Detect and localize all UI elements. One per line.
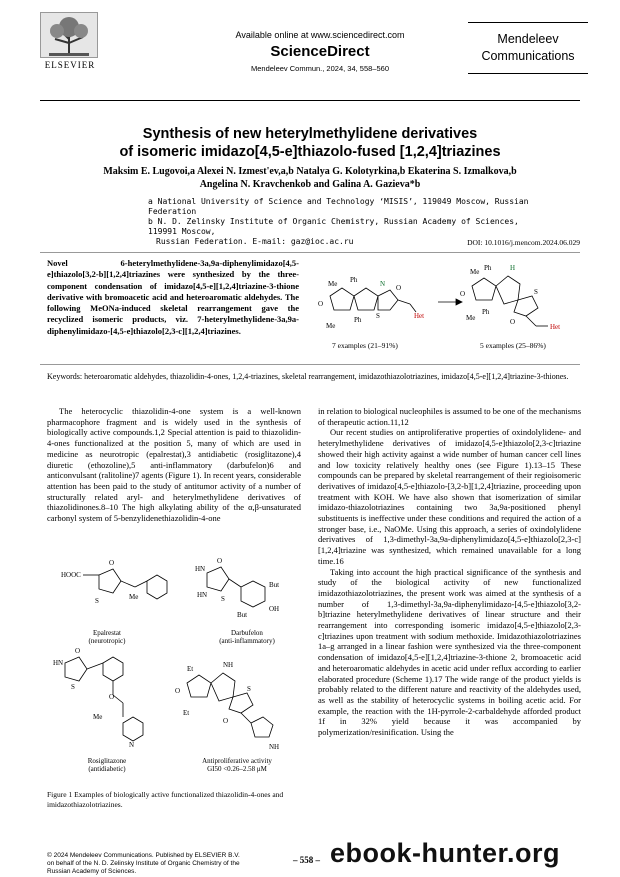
elsevier-tree-icon	[40, 12, 98, 58]
page-number: – 558 –	[293, 855, 320, 865]
figure-1-caption: Figure 1 Examples of biologically active functionalized thiazolidin-4-ones and imidazothiazolotriazines.	[47, 790, 284, 809]
graphical-abstract-text: Novel 6-heterylmethylidene-3a,9a-diphenylimidazo[4,5-e]thiazolo[3,2-b][1,2,4]triazines were synthesized by the three-component condensation of imidazo[4,5-e][1,2,4]triazine-3-thione derivative with bromoacetic acid and heteroaromatic aldehydes. The following MeONa-induced skeletal rearrangement gave the recyclized isomeric products, viz. 7-heterylmethylidene-3a,9a-diphenylimidazo-[4,5-e]thiazolo[2,3-c][1,2,4]triazines.	[47, 258, 299, 336]
figure-1	[47, 553, 301, 788]
darbufelon-structure	[207, 567, 265, 607]
label-nh: NH	[223, 661, 234, 669]
scheme-label-o: O	[318, 300, 324, 308]
scheme-label-het-2: Het	[550, 323, 561, 331]
label-n: N	[129, 741, 135, 749]
copyright-footer: © 2024 Mendeleev Communications. Published by ELSEVIER B.V. on behalf of the N. D. Zelinsky Institute of Organic Chemistry of the Russian Academy of Sciences.	[47, 852, 240, 875]
antiprolif-name: Antiproliferative activity	[202, 757, 272, 765]
rearrangement-arrow	[438, 299, 462, 305]
elsevier-logo	[40, 12, 100, 70]
scheme-right-caption: 5 examples (25–86%)	[480, 341, 546, 350]
scheme-label-n: N	[380, 280, 386, 288]
antiprolif-value: GI50 <0.26–2.58 μM	[207, 765, 267, 773]
scheme-label-ph-3: Ph	[484, 264, 492, 272]
paragraph-2: Our recent studies on antiproliferative properties of oxindolylidene- and heterylmethylidene derivatives of imidazo[4,5-e]thiazolo[2,3-c]triazine showed their high activity against a wide number of human cancer cell lines and low toxicity relatively healthy ones (see Figure 1).13–15 These compounds can be prepared by skeletal rearrangement of their regioisomeric derivatives of imidazo[4,5-e]thiazolo-[3,2-b][1,2,4]triazine, proceeding upon treatment with KOH. We have also shown that isomerization of similar imidazo-thiazolotriazines containing two 3a,9a-positioned phenyl substituents is ineffective under these conditions and required the action of a stronger base, i.e., NaOMe. Using this approach, a series of oxindolylidene derivatives of 1,3-dimethyl-3a,9a-diphenylimidazo[4,5-e]thiazolo[2,3-c][1,2,4]triazine was synthesized, which remained unavailable for a long time.16	[318, 427, 581, 566]
paragraph-1-continued: in relation to biological nucleophiles is assumed to be one of the mechanisms of therapeutic action.11,12	[318, 406, 581, 427]
article-title: Synthesis of new heterylmethylidene derivatives of isomeric imidazo[4,5-e]thiazolo-fused [1,2,4]triazines	[119, 126, 501, 160]
label-me-2: Me	[93, 713, 103, 721]
graphical-abstract-scheme	[310, 256, 580, 356]
availability-line: Available online at www.sciencedirect.com	[235, 30, 405, 40]
journal-name: Mendeleev Communications	[468, 22, 588, 74]
epalrestat-structure	[83, 569, 167, 599]
label-et-2: Et	[183, 709, 190, 717]
label-hn-2: HN	[197, 591, 208, 599]
scheme-label-me-3: Me	[470, 268, 480, 276]
scheme-label-o-3: O	[460, 290, 466, 298]
scheme-label-me: Me	[328, 280, 338, 288]
label-o-4: O	[109, 693, 115, 701]
label-s-4: S	[247, 685, 251, 693]
label-o-5: O	[175, 687, 181, 695]
label-s: S	[95, 597, 99, 605]
author-list: Maksim E. Lugovoi,a Alexei N. Izmest'ev,a,b Natalya G. Kolotyrkina,b Ekaterina S. Izmalkova,b Angelina N. Kravchenkob and Galina A. Gazieva*b	[103, 166, 517, 190]
epalrestat-name: Epalrestat	[93, 629, 121, 637]
scheme-label-het: Het	[414, 312, 425, 320]
scheme-label-h: H	[510, 264, 516, 272]
linear-isomer-structure	[330, 288, 416, 312]
label-but: But	[269, 581, 280, 589]
watermark: ebook-hunter.org	[330, 838, 560, 868]
abstract-top-rule	[40, 252, 580, 253]
rosiglitazone-name: Rosiglitazone	[87, 757, 127, 765]
label-o-2: O	[217, 557, 223, 565]
label-o-6: O	[223, 717, 229, 725]
scheme-label-ph-2: Ph	[354, 316, 362, 324]
scheme-label-o-2: O	[396, 284, 402, 292]
doi-link[interactable]: DOI: 10.1016/j.mencom.2024.06.029	[467, 238, 580, 247]
sciencedirect-link[interactable]: www.sciencedirect.com	[310, 30, 405, 40]
label-hooc: HOOC	[61, 571, 81, 579]
antiproliferative-structure	[187, 673, 273, 737]
keywords: Keywords: heteroaromatic aldehydes, thiazolidin-4-ones, 1,2,4-triazines, skeletal rearrangement, imidazothiazolotriazines, imidazo[4,5-e][1,2,4]triazine-3-thiones.	[47, 372, 569, 381]
sciencedirect-brand: ScienceDirect	[270, 43, 370, 60]
scheme-label-s: S	[376, 312, 380, 320]
scheme-label-ph-4: Ph	[482, 308, 490, 316]
scheme-label-ph: Ph	[350, 276, 358, 284]
header-rule	[40, 100, 580, 101]
publisher-name: ELSEVIER	[44, 60, 96, 70]
scheme-left-caption: 7 examples (21–91%)	[332, 341, 398, 350]
scheme-label-me-2: Me	[326, 322, 336, 330]
label-s-2: S	[221, 595, 225, 603]
paragraph-3: Taking into account the high practical significance of the synthesis and study of the biological activity of new functionalized imidazothiazolotriazines, the present work was aimed at the synthesis of a number of 1,3-dimethyl-3a,9a-diphenylimidazo-[4,5-e]thiazolo[3,2-b]triazine heterylmethylidene derivatives of linear structure and their rearrangement into corresponding isomeric imidazo[4,5-e]thiazolo[2,3-c]triazines upon treatment with sodium methoxide. Imidazothiazolotriazines 1a–g arranged in a linear fashion were synthesized via the three-component condensation of imidazo[4,5-e][1,2,4]triazine-3-thione 2, bromoacetic acid and heteroaromatic aldehydes in acetic acid under reflux according to earlier elaborated procedure (Scheme 1).17 The wide range of the product yields is probably related to the different nature and reactivity of the aldehydes used, as well as the stability of heterocyclic systems in boiling acetic acid. For example, the reaction with the 1H-pyrrole-2-carbaldehyde afforded product 1f in 32% yield because it was accompanied by polymerization/resinification. Using the	[318, 566, 581, 738]
label-o: O	[109, 559, 115, 567]
citation: Mendeleev Commun., 2024, 34, 558–560	[250, 64, 389, 73]
body-column-left	[47, 406, 301, 524]
intro-paragraph: The heterocyclic thiazolidin-4-one system is a well-known pharmacophore fragment and is widely used in the synthesis of biologically active compounds.1,2 Special attention is paid to thiazolidin-4-ones functionalized at the position 5, many of which are used in medicine as neurotropic (epalrestat),3 antidiabetic (rosiglitazone),4 diuretic (ethozoline),5 anti-inflammatory (darbufelon)6 and anticonvulsant (ralitoline)7 agents (Figure 1). In recent years, considerable attention has been paid to the study of antitumor activity of a number of structurally related aryl- and heterylmethylidene derivatives of thiazolidinones.8–10 The high alkylating ability of the α,β-unsaturated carbonyl system of 5-benzylidenethiazolidin-4-one	[47, 406, 301, 524]
affiliations: a National University of Science and Technology ‘MISIS’, 119049 Moscow, Russian Federation b N. D. Zelinsky Institute of Organic Chemistry, Russian Academy of Sciences, 119991 Moscow, Russian Federation. E-mail: gaz@ioc.ac.ru	[148, 197, 529, 246]
label-hn: HN	[195, 565, 206, 573]
scheme-label-s-2: S	[534, 288, 538, 296]
body-column-right	[318, 406, 581, 738]
darbufelon-name: Darbufelon	[231, 629, 263, 637]
label-me: Me	[129, 593, 139, 601]
rosiglitazone-use: (antidiabetic)	[88, 765, 126, 773]
rosiglitazone-structure	[65, 657, 143, 741]
scheme-label-o-4: O	[510, 318, 516, 326]
scheme-label-me-4: Me	[466, 314, 476, 322]
label-oh: OH	[269, 605, 280, 613]
masthead	[200, 30, 440, 73]
label-hn-3: HN	[53, 659, 64, 667]
epalrestat-use: (neurotropic)	[88, 637, 126, 645]
label-et: Et	[187, 665, 194, 673]
label-s-3: S	[71, 683, 75, 691]
label-but-2: But	[237, 611, 248, 619]
abstract-bottom-rule	[40, 364, 580, 365]
label-nh-2: NH	[269, 743, 280, 751]
label-o-3: O	[75, 647, 81, 655]
darbufelon-use: (anti-inflammatory)	[219, 637, 275, 645]
